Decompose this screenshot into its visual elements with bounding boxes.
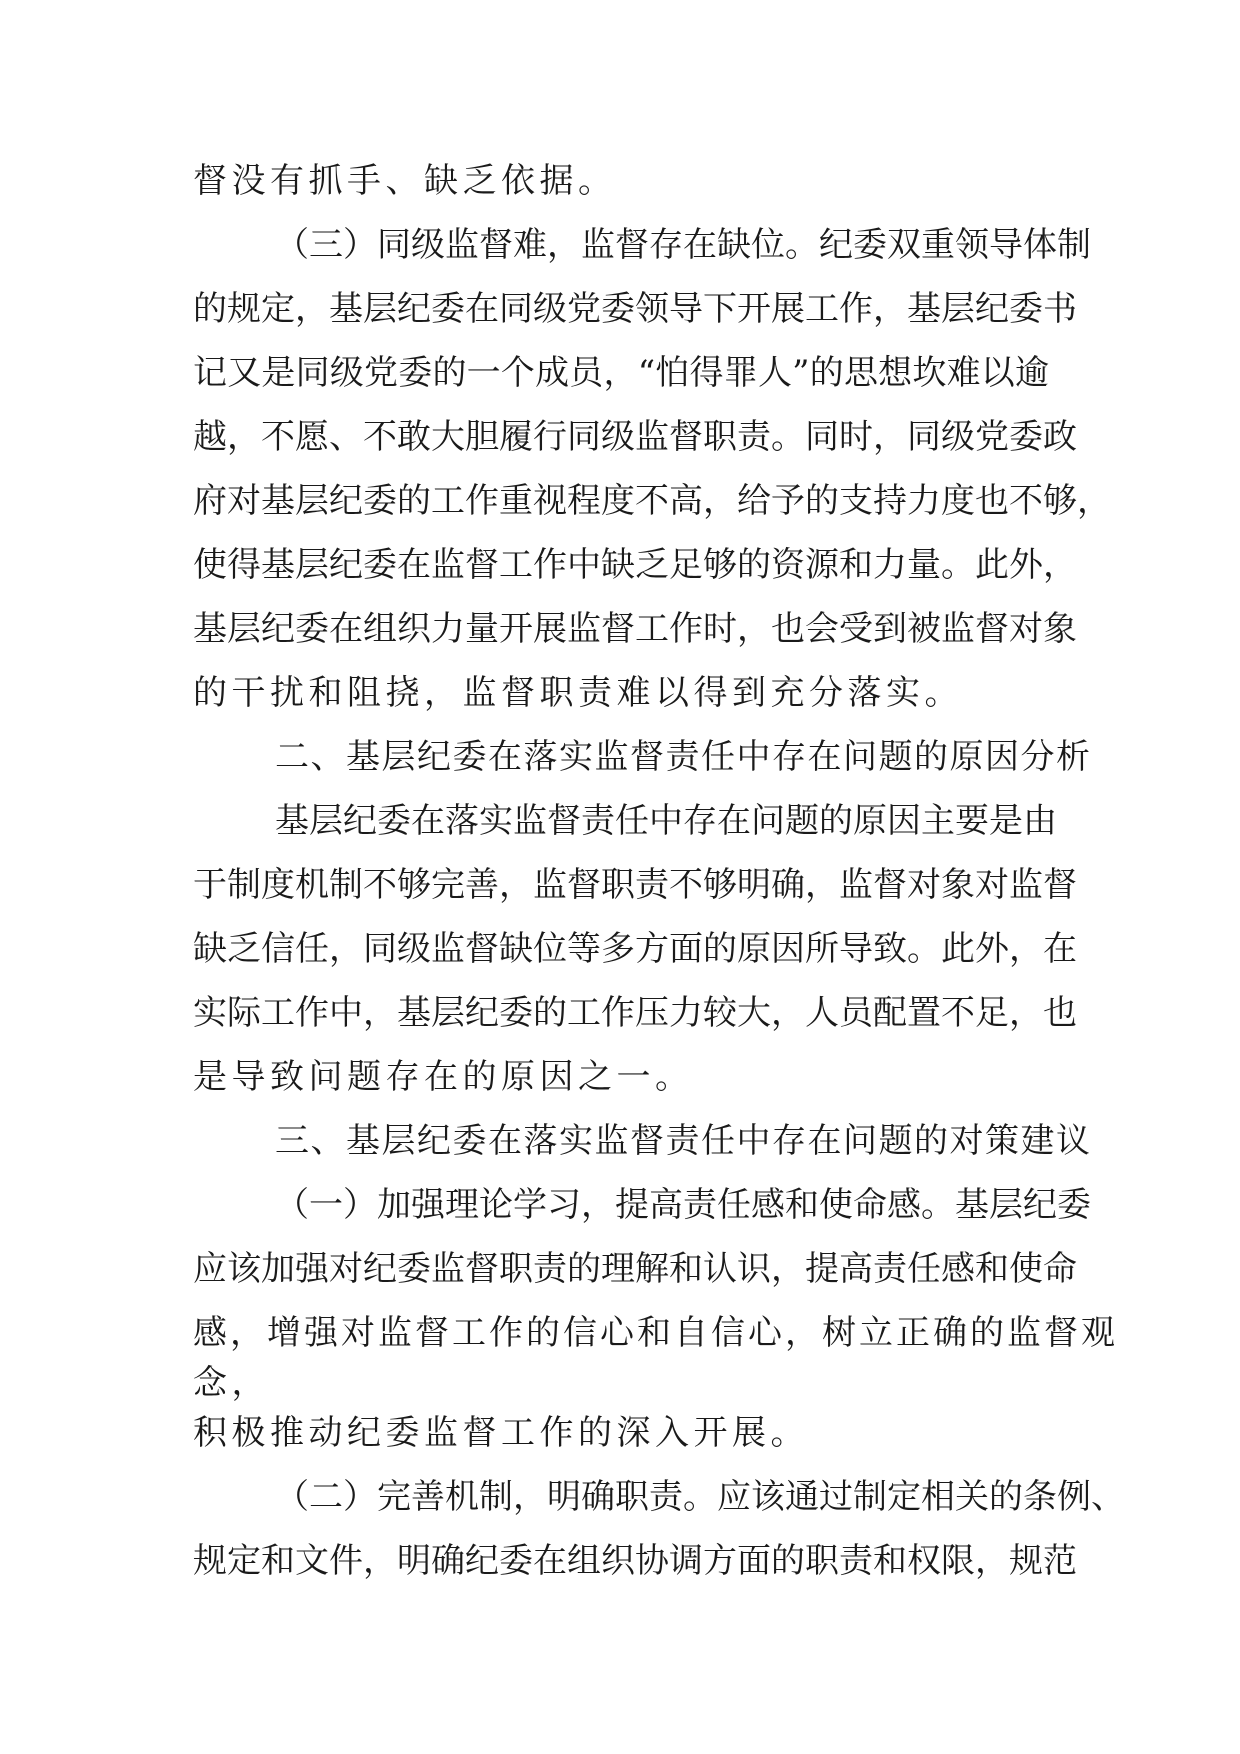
paragraph-line: 实际工作中，基层纪委的工作压力较大，人员配置不足，也 [193,993,1077,1033]
paragraph-line: 念， [193,1363,270,1403]
paragraph-line: 积极推动纪委监督工作的深入开展。 [193,1413,809,1453]
heading-2: 二、基层纪委在落实监督责任中存在问题的原因分析 [275,737,1092,777]
paragraph-line: 规定和文件，明确纪委在组织协调方面的职责和权限，规范 [193,1541,1077,1581]
paragraph-line: 使得基层纪委在监督工作中缺乏足够的资源和力量。此外， [193,545,1077,585]
paragraph-line: 基层纪委在组织力量开展监督工作时，也会受到被监督对象 [193,609,1077,649]
paragraph-line: 感，增强对监督工作的信心和自信心，树立正确的监督观 [193,1313,1118,1353]
paragraph-line: 府对基层纪委的工作重视程度不高，给予的支持力度也不够， [193,481,1111,521]
paragraph-line: 的干扰和阻挠，监督职责难以得到充分落实。 [193,673,963,713]
section-1-heading-line: （一）加强理论学习，提高责任感和使命感。基层纪委 [275,1185,1091,1225]
paragraph-line: 基层纪委在落实监督责任中存在问题的原因主要是由 [275,801,1057,841]
heading-3: 三、基层纪委在落实监督责任中存在问题的对策建议 [275,1121,1092,1161]
paragraph-line: 是导致问题存在的原因之一。 [193,1057,694,1097]
paragraph-line: 应该加强对纪委监督职责的理解和认识，提高责任感和使命 [193,1249,1077,1289]
paragraph-line: 记又是同级党委的一个成员，“怕得罪人”的思想坎难以逾 [193,353,1049,393]
paragraph-line: 越，不愿、不敢大胆履行同级监督职责。同时，同级党委政 [193,417,1077,457]
section-3-heading-line: （三）同级监督难，监督存在缺位。纪委双重领导体制 [275,225,1091,265]
paragraph-line: 督没有抓手、缺乏依据。 [193,161,617,201]
paragraph-line: 的规定，基层纪委在同级党委领导下开展工作，基层纪委书 [193,289,1077,329]
paragraph-line: 缺乏信任，同级监督缺位等多方面的原因所导致。此外，在 [193,929,1077,969]
paragraph-line: 于制度机制不够完善，监督职责不够明确，监督对象对监督 [193,865,1077,905]
section-2-heading-line: （二）完善机制，明确职责。应该通过制定相关的条例、 [275,1477,1125,1517]
